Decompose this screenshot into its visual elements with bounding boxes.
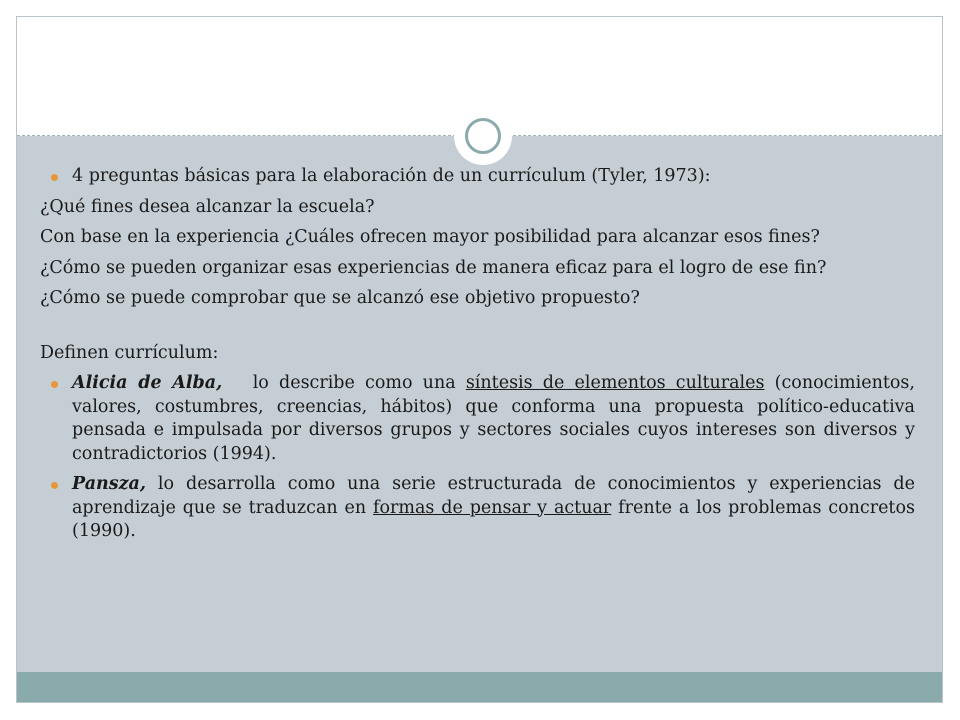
question-2: Con base en la experiencia ¿Cuáles ofrecen mayor posibilidad para alcanzar esos fines? [40, 227, 820, 247]
bullet-icon [51, 381, 58, 388]
tyler-heading: 4 preguntas básicas para la elaboración de un currículum (Tyler, 1973): [72, 166, 711, 186]
bullet-tyler [40, 165, 915, 189]
alba-author: Alicia de Alba, [72, 373, 223, 393]
question-3: ¿Cómo se pueden organizar esas experiencias de manera eficaz para el logro de ese fin? [40, 257, 827, 278]
bullet-icon [51, 482, 58, 489]
pansza-text-after: frente a los problemas concretos (1990). [72, 497, 915, 541]
definen-label: Definen currículum: [40, 342, 219, 363]
bullet-icon [51, 174, 58, 181]
pansza-text-before: lo desarrolla como una serie estructurada de conocimientos y experiencias de aprendizaje que se traduzcan en [72, 474, 915, 518]
question-4: ¿Cómo se puede comprobar que se alcanzó ese objetivo propuesto? [40, 288, 640, 308]
slide-text [40, 165, 915, 544]
alba-text-before: lo describe como una [252, 373, 456, 393]
bullet-alba [40, 372, 915, 466]
alba-underlined: síntesis de elementos culturales [465, 373, 765, 393]
alba-text-after: (conocimientos, valores, costumbres, creencias, hábitos) que conforma una propuesta político-educativa pensada e impulsada por diversos grupos y sectores sociales cuyos intereses son diversos y contradictorios (1994). [72, 373, 915, 464]
ring-ornament-icon [454, 107, 512, 165]
pansza-author: Pansza, [72, 474, 146, 494]
footer-bar [17, 672, 942, 703]
question-1: ¿Qué fines desea alcanzar la escuela? [40, 196, 375, 217]
pansza-underlined: formas de pensar y actuar [373, 497, 612, 518]
bullet-pansza [40, 473, 915, 544]
